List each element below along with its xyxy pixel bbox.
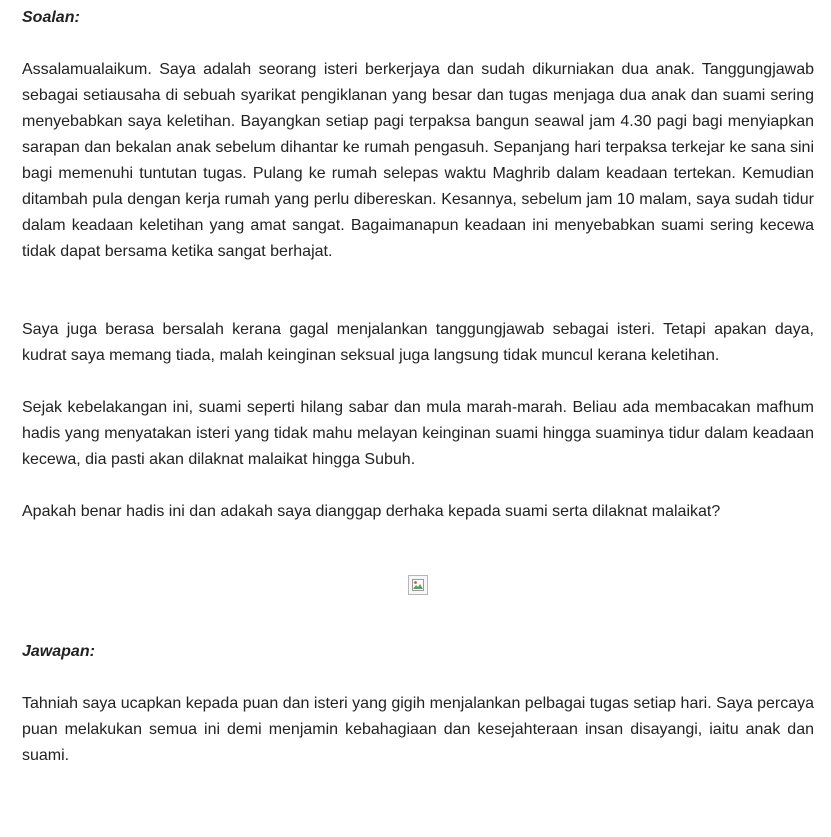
question-paragraph-3: Sejak kebelakangan ini, suami seperti hilang sabar dan mula marah-marah. Beliau ada membacakan mafhum hadis yang menyatakan isteri yang tidak mahu melayan keinginan suami hingga suaminya tidur dalam keadaan kecewa, dia pasti akan dilaknat malaikat hingga Subuh. <box>22 399 814 468</box>
question-paragraph-4: Apakah benar hadis ini dan adakah saya dianggap derhaka kepada suami serta dilaknat malaikat? <box>22 503 721 520</box>
question-heading: Soalan: <box>22 9 80 26</box>
question-paragraph-1: Assalamualaikum. Saya adalah seorang isteri berkerjaya dan sudah dikurniakan dua anak. Tanggungjawab sebagai setiausaha di sebuah syarikat pengiklanan yang besar dan tugas menjaga dua anak dan suami sering menyebabkan saya keletihan. Bayangkan setiap pagi terpaksa bangun seawal jam 4.30 pagi bagi menyiapkan sarapan dan bekalan anak sebelum dihantar ke rumah pengasuh. Sepanjang hari terpaksa terkejar ke sana sini bagi memenuhi tuntutan tugas. Pulang ke rumah selepas waktu Maghrib dalam keadaan tertekan. Kemudian ditambah pula dengan kerja rumah yang perlu dibereskan. Kesannya, sebelum jam 10 malam, saya sudah tidur dalam keadaan keletihan yang amat sangat. Bagaimanapun keadaan ini menyebabkan suami sering kecewa tidak dapat bersama ketika sangat berhajat. <box>22 61 814 260</box>
broken-image-icon <box>408 575 428 595</box>
article-body <box>22 0 814 769</box>
question-paragraph-2: Saya juga berasa bersalah kerana gagal menjalankan tanggungjawab sebagai isteri. Tetapi apakan daya, kudrat saya memang tiada, malah keinginan seksual juga langsung tidak muncul kerana keletihan. <box>22 321 814 364</box>
inline-image <box>22 575 814 595</box>
answer-paragraph-1: Tahniah saya ucapkan kepada puan dan isteri yang gigih menjalankan pelbagai tugas setiap hari. Saya percaya puan melakukan semua ini demi menjamin kebahagiaan dan kesejahteraan insan disayangi, iaitu anak dan suami. <box>22 695 814 764</box>
answer-heading: Jawapan: <box>22 643 95 660</box>
